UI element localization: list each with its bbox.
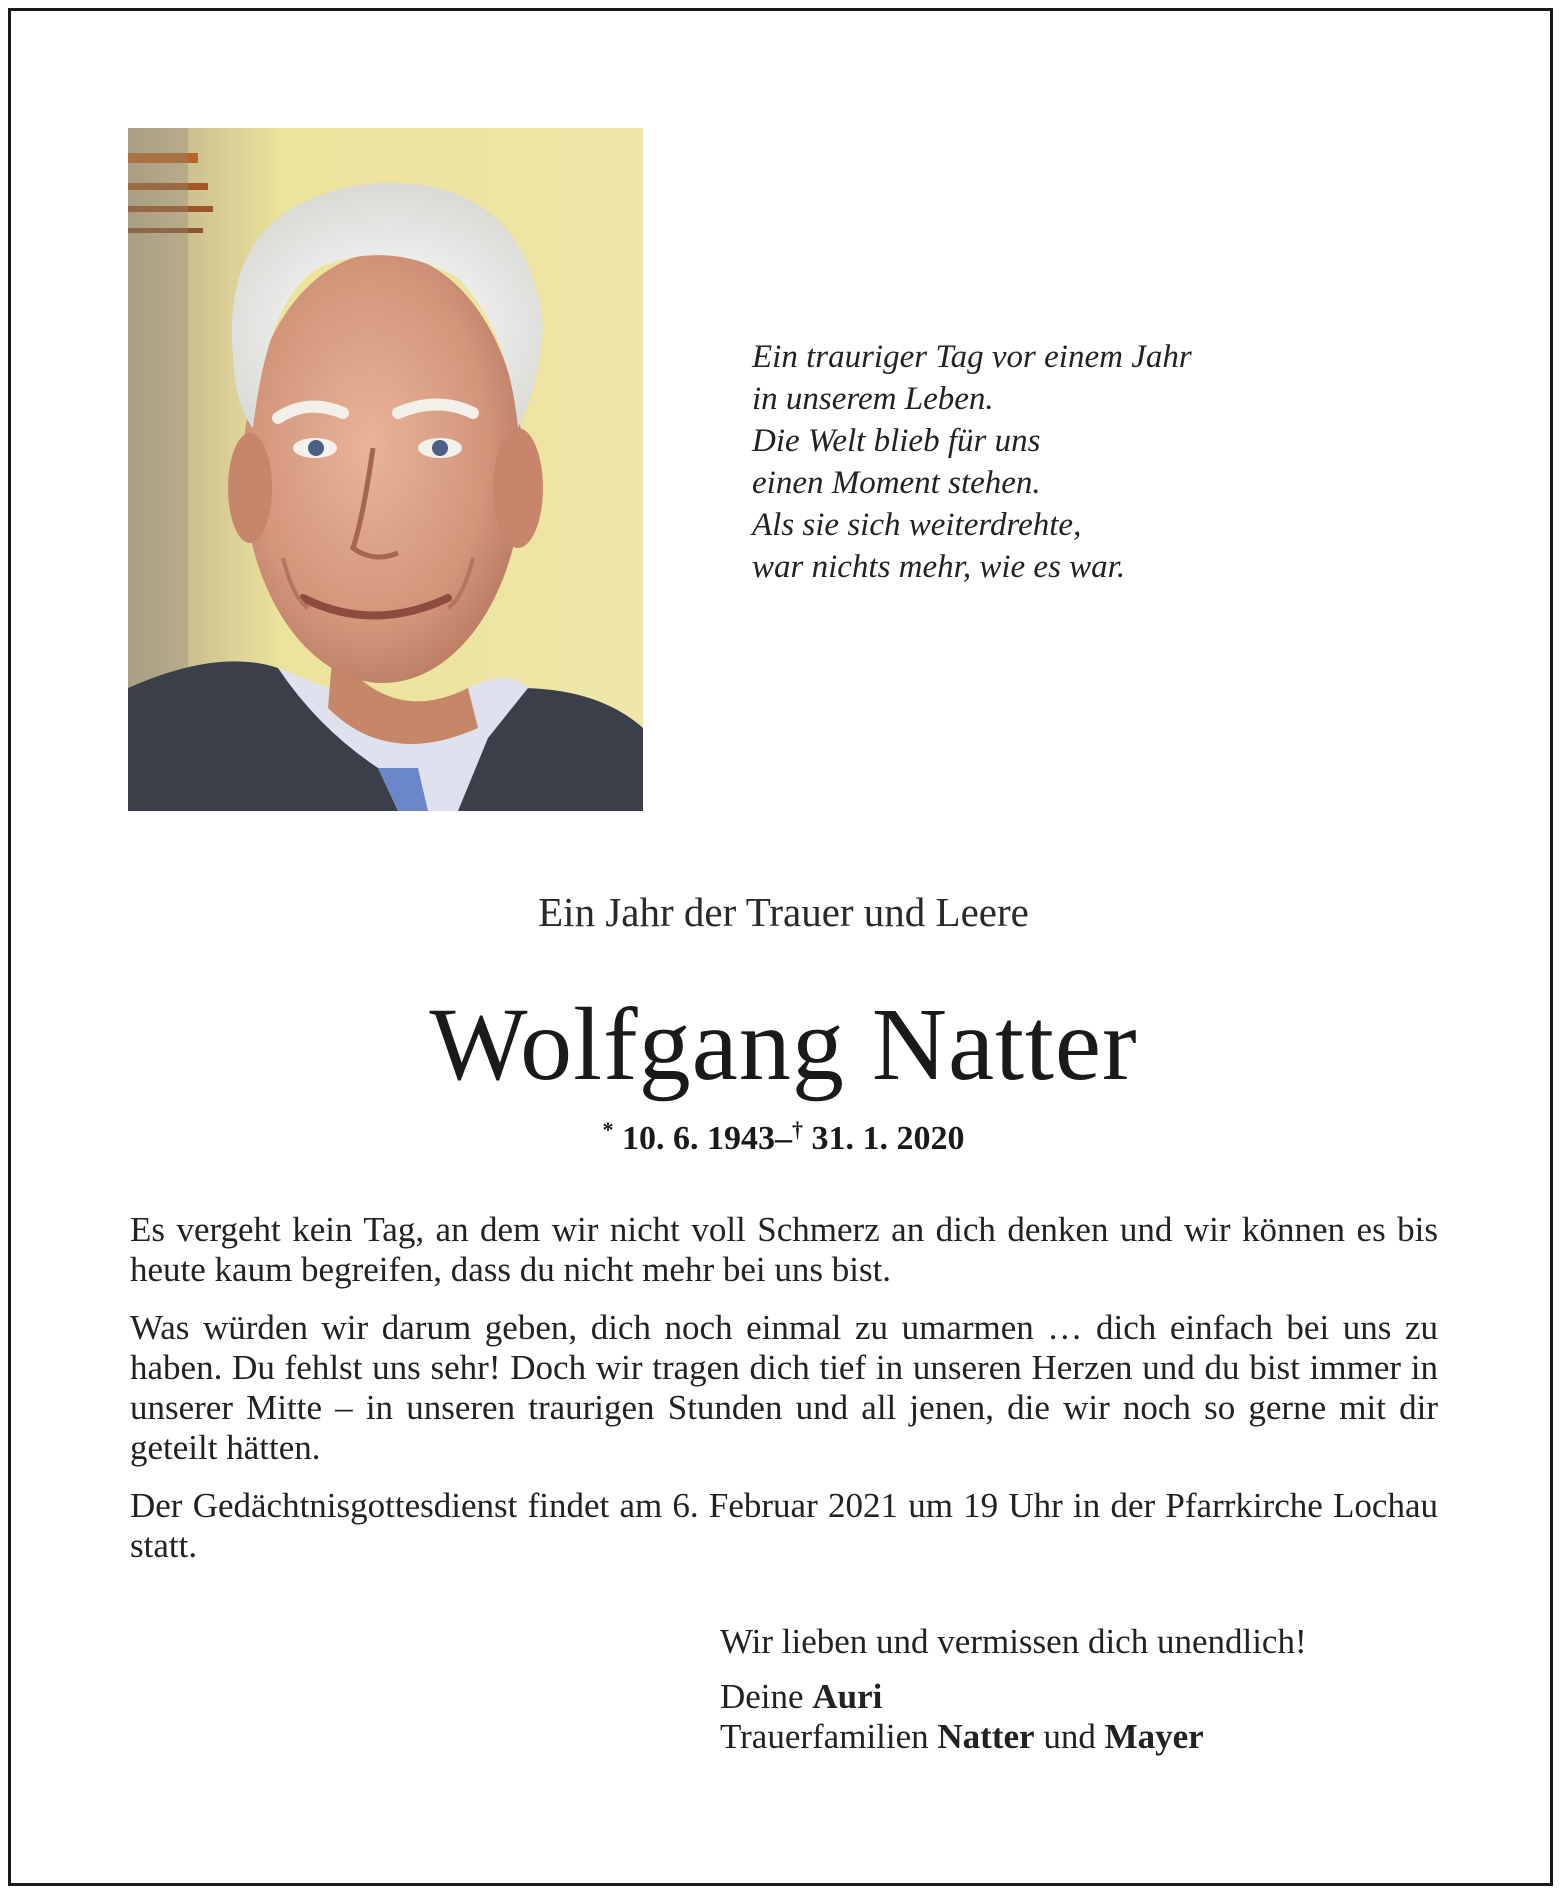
life-dates xyxy=(0,1117,1567,1158)
closing-thanks: Wir lieben und vermissen dich unendlich! xyxy=(720,1622,1307,1661)
birth-symbol: * xyxy=(602,1117,614,1142)
subtitle: Ein Jahr der Trauer und Leere xyxy=(538,889,1029,935)
deceased-name: Wolfgang Natter xyxy=(429,987,1138,1102)
family-name: Mayer xyxy=(1104,1717,1204,1756)
obituary-text xyxy=(130,1210,1438,1584)
body-paragraph: Was würden wir darum geben, dich noch einmal zu umarmen … dich einfach bei uns zu haben. Du fehlst uns sehr! Doch wir tragen dich tief in unseren Herzen und du bist immer in unserer Mitte – in unseren traurigen Stunden und all jenen, die wir noch so gerne mit dir geteilt hätten. xyxy=(130,1308,1438,1467)
poem-line: Als sie sich weiterdrehte, xyxy=(752,507,1082,543)
poem-line: in unserem Leben. xyxy=(752,381,994,417)
birth-date: 10. 6. 1943 xyxy=(622,1120,775,1157)
closing xyxy=(720,1622,1460,1757)
family-name: Natter xyxy=(937,1717,1035,1756)
body-paragraph: Es vergeht kein Tag, an dem wir nicht voll Schmerz an dich denken und wir können es bis heute kaum begreifen, dass du nicht mehr bei uns bist. xyxy=(130,1210,1438,1289)
poem-line: war nichts mehr, wie es war. xyxy=(752,549,1126,585)
signature-conjunction: und xyxy=(1043,1717,1096,1756)
death-symbol: † xyxy=(792,1117,803,1142)
portrait-photo xyxy=(128,128,643,811)
signature-name: Auri xyxy=(812,1677,883,1716)
poem xyxy=(752,336,1352,588)
closing-signature-line2 xyxy=(720,1717,1460,1757)
body-paragraph: Der Gedächtnisgottesdienst findet am 6. Februar 2021 um 19 Uhr in der Pfarrkirche Lochau statt. xyxy=(130,1486,1438,1565)
signature-prefix: Trauerfamilien xyxy=(720,1717,929,1756)
date-separator: – xyxy=(775,1120,792,1157)
portrait-photo-elderly-man-icon xyxy=(128,128,643,811)
poem-line: Ein trauriger Tag vor einem Jahr xyxy=(752,339,1192,375)
death-date: 31. 1. 2020 xyxy=(811,1120,965,1157)
signature-prefix: Deine xyxy=(720,1677,804,1716)
closing-signature-line1 xyxy=(720,1677,1460,1717)
poem-line: einen Moment stehen. xyxy=(752,465,1041,501)
poem-line: Die Welt blieb für uns xyxy=(752,423,1041,459)
